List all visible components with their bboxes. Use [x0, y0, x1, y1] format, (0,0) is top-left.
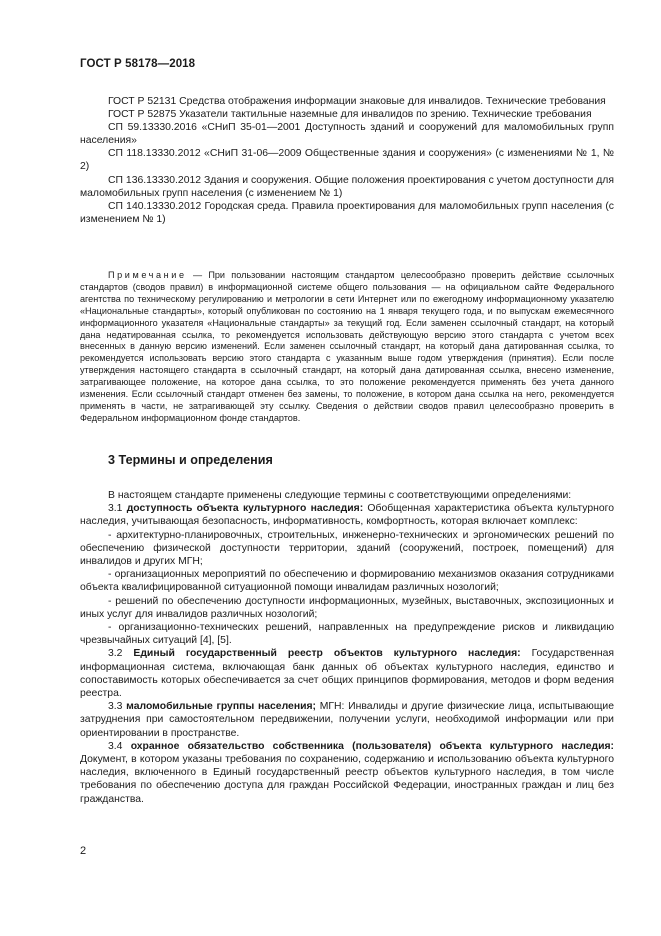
- term-number: 3.1: [108, 503, 127, 515]
- term-number: 3.4: [108, 740, 131, 752]
- term-name: охранное обязательство собственника (пользователя) объекта культурного наследия:: [130, 740, 614, 752]
- bullet-item: - организационно-технических решений, направленных на предупреждение рисков и ликвидацию чрезвычайных ситуаций [4], [5].: [80, 622, 614, 647]
- reference-item: СП 118.13330.2012 «СНиП 31-06—2009 Общественные здания и сооружения» (с изменениями № 1, № 2): [80, 148, 614, 173]
- term-3-4: [80, 740, 614, 806]
- note-text: — При пользовании настоящим стандартом целесообразно проверить действие ссылочных стандартов (сводов правил) в информационной системе общего пользования — на официальном сайте Федерального агентства по техническому регулированию и метрологии в сети Интернет или по ежегодному информационному указателю «Национальные стандарты», который опубликован по состоянию на 1 января текущего года, и по выпускам ежемесячного информационного указателя «Национальные стандарты» за текущий год. Если заменен ссылочный стандарт, на который дана недатированная ссылка, то рекомендуется использовать действующую версию этого стандарта с учетом всех внесенных в данную версию изменений. Если заменен ссылочный стандарт, на который дана датированная ссылка, то рекомендуется использовать версию этого стандарта с указанным выше годом утверждения (принятия). Если после утверждения настоящего стандарта в ссылочный стандарт, на который дана датированная ссылка, внесено изменение, затрагивающее положение, на которое дана ссылка, то это положение рекомендуется применять без учета данного изменения. Если ссылочный стандарт отменен без замены, то положение, в котором дана ссылка на него, рекомендуется применять в части, не затрагивающей эту ссылку. Сведения о действии сводов правил целесообразно проверить в Федеральном информационном фонде стандартов.: [80, 270, 614, 423]
- term-number: 3.2: [108, 648, 134, 660]
- term-definition: Обобщенная характеристика объекта культурного наследия, учитывающая безопасность, информативность, комфортность, которая включает комплекс:: [80, 503, 614, 528]
- term-definition: Документ, в котором указаны требования по сохранению, содержанию и использованию объекта культурного наследия, включенного в Единый государственный реестр объектов культурного наследия, в том числе требования по обеспечению доступа для граждан Российской Федерации, иностранных граждан и лиц без гражданства.: [80, 754, 614, 805]
- term-name: маломобильные группы населения;: [126, 701, 317, 713]
- term-number: 3.3: [108, 701, 127, 713]
- note-label: Примечание: [108, 270, 187, 280]
- page-number: 2: [80, 845, 87, 857]
- reference-item: СП 59.13330.2016 «СНиП 35-01—2001 Доступность зданий и сооружений для маломобильных групп населения»: [80, 122, 614, 147]
- definitions-block: [80, 489, 614, 806]
- term-definition: МГН: Инвалиды и другие физические лица, испытывающие затруднения при самостоятельном передвижении, получении услуги, необходимой информации или при ориентировании в пространстве.: [80, 701, 614, 739]
- intro-paragraph: В настоящем стандарте применены следующие термины с соответствующими определениями:: [108, 490, 572, 501]
- term-3-2: [80, 647, 614, 700]
- term-definition: Государственная информационная система, включающая банк данных об объектах культурного наследия, единство и сопоставимость которых обеспечивается за счет общих принципов формирования, методов и форм ведения реестра.: [80, 648, 614, 700]
- bullet-item: - решений по обеспечению доступности информационных, музейных, выставочных, экспозиционных и иных услуг для инвалидов различных нозологий;: [80, 595, 614, 620]
- reference-item: СП 140.13330.2012 Городская среда. Правила проектирования для маломобильных групп населения (с изменением № 1): [80, 200, 614, 225]
- note-paragraph: [80, 270, 614, 425]
- normative-references-list: [80, 95, 614, 226]
- note-block: [80, 270, 614, 425]
- term-3-3: [80, 700, 614, 740]
- reference-item: ГОСТ Р 52875 Указатели тактильные наземные для инвалидов по зрению. Технические требования: [108, 109, 592, 121]
- term-3-1: [80, 502, 614, 528]
- document-header: ГОСТ Р 58178—2018: [80, 58, 196, 70]
- bullet-item: - организационных мероприятий по обеспечению и формированию механизмов оказания сотрудниками объекта квалифицированной ситуационной помощи инвалидам различных нозологий;: [80, 569, 614, 594]
- term-name: Единый государственный реестр объектов культурного наследия:: [133, 648, 521, 660]
- term-name: доступность объекта культурного наследия:: [126, 503, 364, 515]
- section-title: 3 Термины и определения: [108, 453, 273, 467]
- reference-item: ГОСТ Р 52131 Средства отображения информации знаковые для инвалидов. Технические требования: [108, 96, 606, 107]
- bullet-item: - архитектурно-планировочных, строительных, инженерно-технических и эргономических решений по обеспечению физической доступности территории, зданий (сооружений, построек, помещений) для инвалидов и других МГН;: [80, 529, 614, 568]
- reference-item: СП 136.13330.2012 Здания и сооружения. Общие положения проектирования с учетом доступности для маломобильных групп населения (с изменением № 1): [80, 174, 614, 199]
